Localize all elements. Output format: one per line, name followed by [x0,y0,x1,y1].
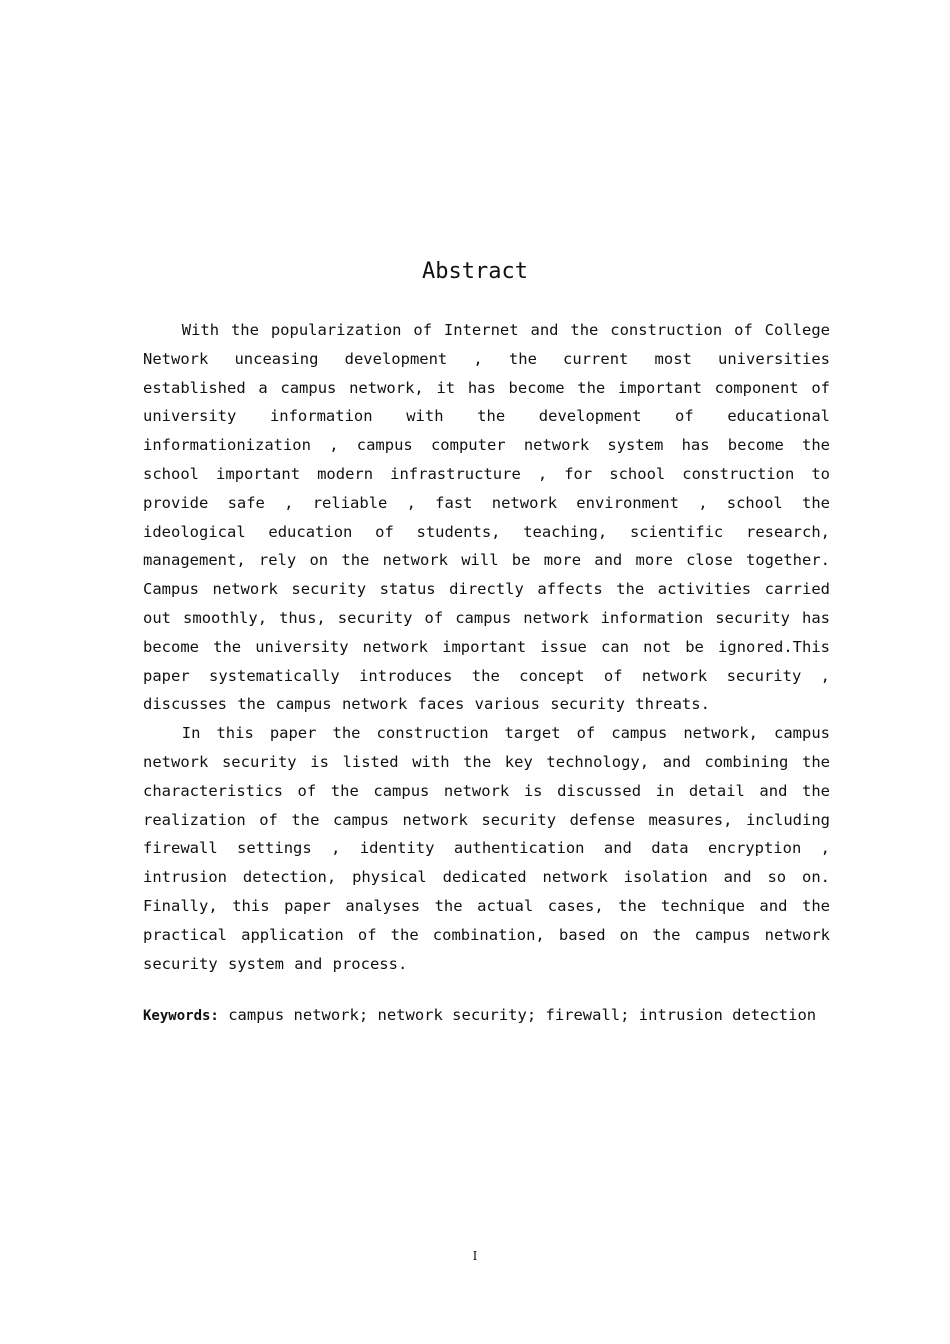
page-number: I [472,1249,478,1263]
page-title: Abstract [422,259,528,284]
keywords-text: campus network; network security; firewall; intrusion detection [228,1006,817,1024]
keywords-label: Keywords: [143,1008,219,1024]
abstract-paragraph: In this paper the construction target of campus network, campus network security is listed with the key technology, and combining the characteristics of the campus network is discussed in detail and the realization of the campus network security defense measures, including firewall settings , identity authentication and data encryption , intrusion detection, physical dedicated network isolation and so on. Finally, this paper analyses the actual cases, the technique and the practical application of the combination, based on the campus network security system and process. [143,724,830,973]
abstract-paragraph: With the popularization of Internet and the construction of College Network unceasing development , the current most universities established a campus network, it has become the important component of university information with the development of educational informationization , campus computer network system has become the school important modern infrastructure , for school construction to provide safe , reliable , fast network environment , school the ideological education of students, teaching, scientific research, management, rely on the network will be more and more close together. Campus network security status directly affects the activities carried out smoothly, thus, security of campus network information security has become the university network important issue can not be ignored.This paper systematically introduces the concept of network security , discusses the campus network faces various security threats. [143,321,830,714]
keywords-line [143,1001,830,1030]
abstract-body [143,316,830,978]
